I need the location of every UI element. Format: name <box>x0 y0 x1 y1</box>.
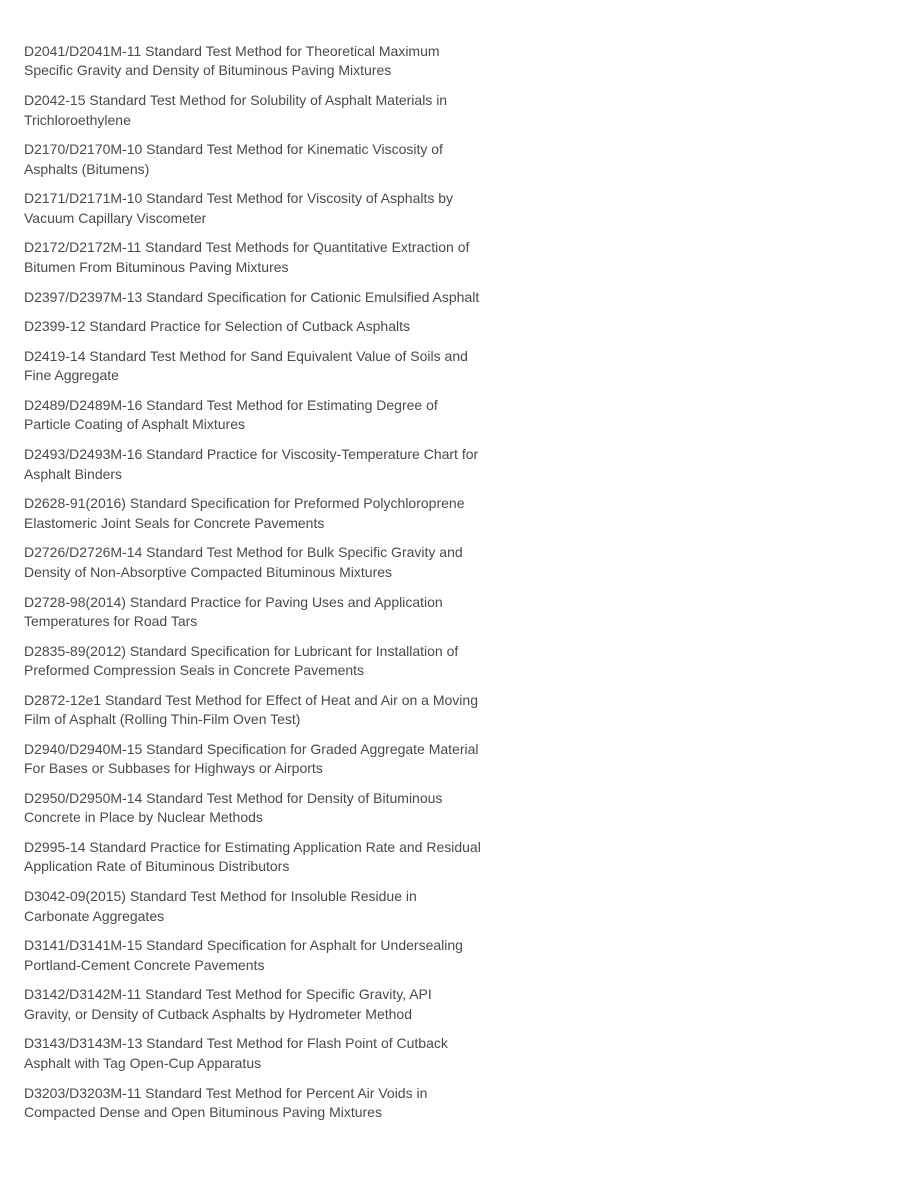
standard-entry-line: D2172/D2172M-11 Standard Test Methods for Quantitative Extraction of <box>24 239 470 256</box>
standard-entry-line: D2940/D2940M-15 Standard Specification for Graded Aggregate Material <box>24 740 479 757</box>
standard-entry-line: D2835-89(2012) Standard Specification for Lubricant for Installation of <box>24 642 459 659</box>
standard-entry <box>24 396 514 435</box>
standard-entry <box>24 543 514 582</box>
standard-entry <box>24 238 514 277</box>
standard-entry <box>24 140 514 179</box>
standard-entry <box>24 936 514 975</box>
standard-entry-line: D3143/D3143M-13 Standard Test Method for Flash Point of Cutback <box>24 1035 448 1052</box>
standard-entry-line: Trichloroethylene <box>24 111 131 128</box>
standard-entry-line: Portland-Cement Concrete Pavements <box>24 956 265 973</box>
standard-entry-line: Compacted Dense and Open Bituminous Paving Mixtures <box>24 1104 382 1120</box>
standard-entry <box>24 887 514 926</box>
standard-entry <box>24 691 514 730</box>
standard-entry <box>24 1034 514 1073</box>
standard-entry <box>24 838 514 877</box>
standard-entry-line: D2041/D2041M-11 Standard Test Method for Theoretical Maximum <box>24 43 440 59</box>
standard-entry <box>24 642 514 681</box>
standard-entry <box>24 189 514 228</box>
standard-entry <box>24 593 514 632</box>
standard-entry <box>24 985 514 1024</box>
standard-entry-line: Bitumen From Bituminous Paving Mixtures <box>24 258 289 275</box>
standard-entry-line: Asphalt with Tag Open-Cup Apparatus <box>24 1054 262 1071</box>
standard-entry-line: Preformed Compression Seals in Concrete Pavements <box>24 662 365 679</box>
standard-entry-line: Vacuum Capillary Viscometer <box>24 209 207 226</box>
standard-entry <box>24 42 514 81</box>
standard-entry <box>24 494 514 533</box>
standard-entry-line: D2628-91(2016) Standard Specification for Preformed Polychloroprene <box>24 495 465 512</box>
standard-entry <box>24 91 514 130</box>
standard-entry <box>24 317 514 336</box>
standard-entry-line: Temperatures for Road Tars <box>24 612 198 629</box>
standard-entry-line: D2995-14 Standard Practice for Estimating Application Rate and Residual <box>24 839 481 856</box>
standard-entry-line: Concrete in Place by Nuclear Methods <box>24 809 263 826</box>
standard-entry-line: Particle Coating of Asphalt Mixtures <box>24 416 245 433</box>
standard-entry <box>24 789 514 828</box>
standard-entry <box>24 740 514 779</box>
standard-entry-line: D3203/D3203M-11 Standard Test Method for Percent Air Voids in <box>24 1084 428 1101</box>
standard-entry-line: Application Rate of Bituminous Distributors <box>24 858 290 875</box>
standard-entry-line: Specific Gravity and Density of Bituminous Paving Mixtures <box>24 62 392 79</box>
standard-entry-line: D2419-14 Standard Test Method for Sand Equivalent Value of Soils and <box>24 347 468 364</box>
standard-entry-line: D2728-98(2014) Standard Practice for Paving Uses and Application <box>24 593 443 610</box>
standard-entry-line: D2042-15 Standard Test Method for Solubility of Asphalt Materials in <box>24 92 448 109</box>
standard-entry-line: D2726/D2726M-14 Standard Test Method for Bulk Specific Gravity and <box>24 544 463 561</box>
standard-entry-line: Fine Aggregate <box>24 367 119 384</box>
standard-entry-line: D2171/D2171M-10 Standard Test Method for Viscosity of Asphalts by <box>24 190 454 207</box>
standard-entry-line: D2493/D2493M-16 Standard Practice for Viscosity-Temperature Chart for <box>24 446 479 463</box>
standard-entry-line: Density of Non-Absorptive Compacted Bituminous Mixtures <box>24 563 393 580</box>
standard-entry-line: D2397/D2397M-13 Standard Specification for Cationic Emulsified Asphalt <box>24 288 480 305</box>
standard-entry-line: Film of Asphalt (Rolling Thin-Film Oven Test) <box>24 711 301 728</box>
standard-entry-line: For Bases or Subbases for Highways or Airports <box>24 760 323 777</box>
standard-entry <box>24 288 514 307</box>
standard-entry-line: D2170/D2170M-10 Standard Test Method for Kinematic Viscosity of <box>24 141 443 158</box>
standard-entry-line: D3142/D3142M-11 Standard Test Method for Specific Gravity, API <box>24 986 432 1003</box>
standard-entry-line: Elastomeric Joint Seals for Concrete Pavements <box>24 514 325 531</box>
standard-entry-line: Asphalts (Bitumens) <box>24 160 150 177</box>
standard-entry-line: Carbonate Aggregates <box>24 907 165 924</box>
standard-entry <box>24 1084 514 1123</box>
standard-entry-line: D2872-12e1 Standard Test Method for Effect of Heat and Air on a Moving <box>24 691 478 708</box>
standard-entry-line: Gravity, or Density of Cutback Asphalts by Hydrometer Method <box>24 1005 413 1022</box>
standard-entry-line: D3042-09(2015) Standard Test Method for Insoluble Residue in <box>24 888 417 905</box>
standard-entry <box>24 445 514 484</box>
standard-entry-line: D2489/D2489M-16 Standard Test Method for Estimating Degree of <box>24 397 438 414</box>
standards-list <box>24 42 514 1133</box>
standard-entry-line: D2399-12 Standard Practice for Selection of Cutback Asphalts <box>24 318 410 335</box>
standard-entry <box>24 347 514 386</box>
standard-entry-line: Asphalt Binders <box>24 465 123 482</box>
standard-entry-line: D3141/D3141M-15 Standard Specification for Asphalt for Undersealing <box>24 937 463 954</box>
standard-entry-line: D2950/D2950M-14 Standard Test Method for Density of Bituminous <box>24 789 443 806</box>
